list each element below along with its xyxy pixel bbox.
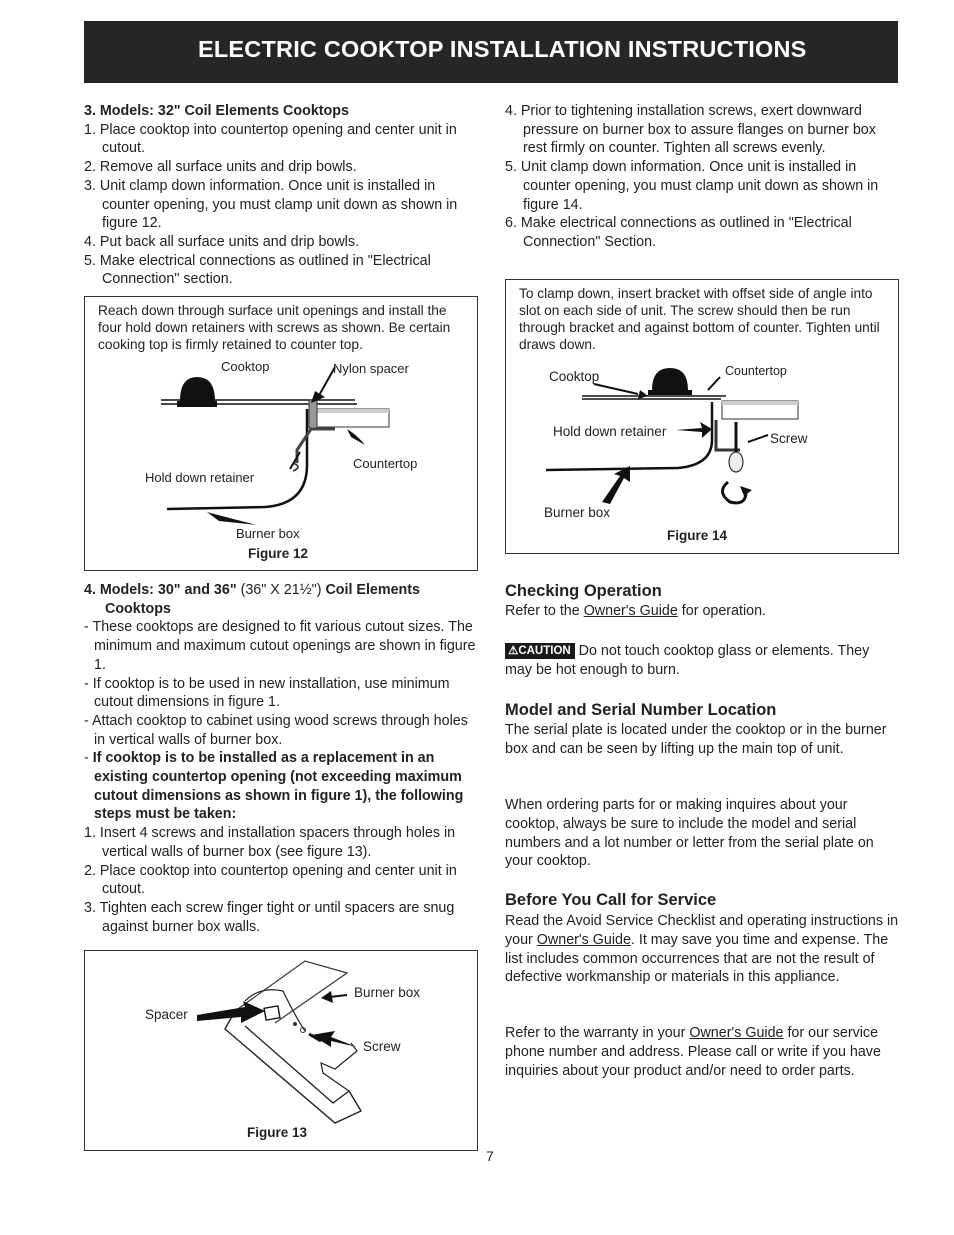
label-screw: Screw xyxy=(363,1039,401,1054)
figure-14-label: Figure 14 xyxy=(667,528,728,543)
figure-12-box xyxy=(84,296,478,571)
service-p1: Read the Avoid Service Checklist and operating instructions in your Owner's Guide. It may save you time and expense. The list includes common occurrences that are not the result of defective workmanship or materials in this appliance. xyxy=(505,913,899,986)
page-header xyxy=(84,21,898,83)
section-30-36-coil xyxy=(84,581,480,936)
bullet: - If cooktop is to be used in new installation, use minimum cutout dimensions in figure 1. xyxy=(84,675,450,711)
figure-13-label: Figure 13 xyxy=(247,1125,308,1140)
figure-13-box xyxy=(84,950,478,1151)
section-title: 3. Models: 32" Coil Elements Cooktops xyxy=(84,103,349,119)
checking-operation-text: Refer to the Owner's Guide for operation. xyxy=(505,603,767,619)
section-title: 4. Models: 30" and 36" (36" X 21½") Coil Elements Cooktops xyxy=(84,582,420,617)
page-number: 7 xyxy=(486,1148,494,1164)
step: 3. Tighten each screw finger tight or until spacers are snug against burner box walls. xyxy=(84,899,455,935)
checking-operation-heading: Checking Operation xyxy=(505,582,662,600)
label-cooktop: Cooktop xyxy=(549,369,600,384)
figure-14-illustration xyxy=(506,280,898,553)
label-hold-down-retainer: Hold down retainer xyxy=(553,424,667,439)
label-burner-box: Burner box xyxy=(236,526,300,541)
step: 4. Put back all surface units and drip bowls. xyxy=(84,233,359,250)
step: 1. Insert 4 screws and installation spacers through holes in vertical walls of burner box (see figure 13). xyxy=(84,825,456,860)
owners-guide-link[interactable]: Owner's Guide xyxy=(689,1025,784,1041)
step: 5. Unit clamp down information. Once unit is installed in counter opening, you must clamp unit down as shown in figure 14. xyxy=(505,159,879,213)
bullet: - These cooktops are designed to fit various cutout sizes. The minimum and maximum cutout openings are shown in figure 1. xyxy=(84,619,476,673)
model-serial-p1: The serial plate is located under the cooktop or in the burner box and can be seen by lifting up the main top of unit. xyxy=(505,722,887,757)
owners-guide-link[interactable]: Owner's Guide xyxy=(536,931,631,948)
label-cooktop: Cooktop xyxy=(221,359,270,374)
figure-12-label: Figure 12 xyxy=(248,546,309,561)
figure-caption: Reach down through surface unit openings and install the four hold down retainers with screws as shown. Be certain cooking top is firmly retained to counter top. xyxy=(98,303,451,352)
caution-notice: ⚠CAUTION Do not touch cooktop glass or elements. They may be hot enough to burn. xyxy=(505,643,870,678)
label-countertop: Countertop xyxy=(725,364,787,378)
bullet-emphasis: - If cooktop is to be installed as a replacement in an existing countertop opening (not exceeding maximum cutout dimensions as shown in figure 1), the following steps must be taken: xyxy=(84,750,464,823)
figure-13-illustration xyxy=(85,951,477,1150)
owners-guide-link[interactable]: Owner's Guide xyxy=(583,603,678,619)
step: 1. Place cooktop into countertop opening and center unit in cutout. xyxy=(84,121,457,157)
figure-caption: To clamp down, insert bracket with offset side of angle into slot on each side of unit. The screw should then be run through bracket and against bottom of counter. Tighten until draws down. xyxy=(519,286,880,352)
section-32-coil-continued xyxy=(505,102,900,252)
label-hold-down-retainer: Hold down retainer xyxy=(145,470,255,485)
step: 3. Unit clamp down information. Once unit is installed in counter opening, you must clamp unit down as shown in figure 12. xyxy=(84,177,458,232)
step: 5. Make electrical connections as outlined in "Electrical Connection" section. xyxy=(84,252,431,288)
step: 4. Prior to tightening installation screws, exert downward pressure on burner box to assure flanges on burner box rest firmly on counter. Tighten all screws evenly. xyxy=(505,103,876,157)
service-heading: Before You Call for Service xyxy=(505,891,717,909)
label-spacer: Spacer xyxy=(145,1007,188,1022)
service-p2: Refer to the warranty in your Owner's Guide for our service phone number and address. Please call or write if you have inquiries about your product and/or need to order parts. xyxy=(505,1025,881,1079)
step: 2. Remove all surface units and drip bowls. xyxy=(84,159,357,176)
label-nylon-spacer: Nylon spacer xyxy=(333,361,409,376)
section-32-coil xyxy=(84,102,480,289)
label-screw: Screw xyxy=(770,431,808,446)
label-countertop: Countertop xyxy=(353,456,418,471)
model-serial-heading: Model and Serial Number Location xyxy=(505,701,777,719)
label-burner-box: Burner box xyxy=(354,985,421,1000)
page-title: ELECTRIC COOKTOP INSTALLATION INSTRUCTIONS xyxy=(198,36,807,62)
caution-badge: ⚠CAUTION xyxy=(505,643,575,659)
figure-14-box xyxy=(505,279,899,554)
model-serial-p2: When ordering parts for or making inquires about your cooktop, always be sure to include the model and serial numbers and a lot number or letter from the serial plate on your cooktop. xyxy=(505,797,874,870)
step: 6. Make electrical connections as outlined in "Electrical Connection" Section. xyxy=(505,215,852,250)
warning-triangle-icon: ⚠ xyxy=(508,645,519,657)
figure-12-illustration xyxy=(85,297,477,570)
step: 2. Place cooktop into countertop opening and center unit in cutout. xyxy=(84,862,457,898)
bullet: - Attach cooktop to cabinet using wood screws through holes in vertical walls of burner box. xyxy=(84,712,468,748)
label-burner-box: Burner box xyxy=(544,505,611,520)
